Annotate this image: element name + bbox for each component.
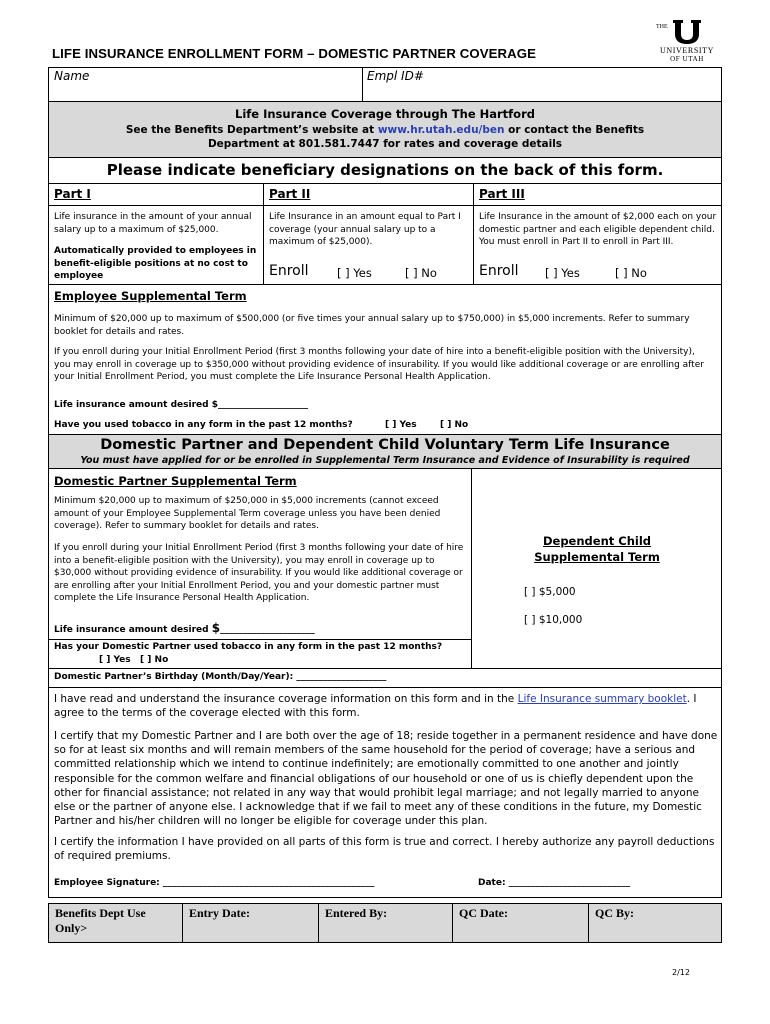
dp-tobacco-question: Has your Domestic Partner used tobacco in any form in the past 12 months? <box>54 642 443 652</box>
emp-tobacco-question: Have you used tobacco in any form in the past 12 months? <box>54 420 353 430</box>
summary-booklet-link[interactable]: Life Insurance summary booklet <box>517 693 687 705</box>
dp-amount-dollar: $ <box>211 621 221 635</box>
part3-enroll: Enroll <box>479 263 519 279</box>
child-option-5000[interactable]: [ ] $5,000 <box>524 586 576 598</box>
part2-no[interactable]: [ ] No <box>405 266 437 280</box>
name-label: Name <box>54 69 90 83</box>
cert-p1-post: . I agree to the terms of the coverage elected with this form. <box>54 693 697 719</box>
emp-amount-field[interactable]: Life insurance amount desired $____________________ <box>54 400 308 410</box>
hartford-title: Life Insurance Coverage through The Hartford <box>235 107 535 121</box>
emp-supp-p2: If you enroll during your Initial Enrollment Period (first 3 months following your date of hire into a benefit-eligible position with the University), you may enroll in coverage up to $350,000 without providing evidence of insurability. If you would like additional coverage or are enrolling after your Initial Enrollment Period, you must complete the Life Insurance Personal Health Application. <box>54 347 704 382</box>
dp-section-subtitle: You must have applied for or be enrolled in Supplemental Term Insurance and Evidence of Insurability is required <box>80 455 690 466</box>
child-option-10000[interactable]: [ ] $10,000 <box>524 614 583 626</box>
part2-enroll: Enroll <box>269 263 309 279</box>
emp-tobacco-no[interactable]: [ ] No <box>440 420 469 430</box>
child-supp-title-2: Supplemental Term <box>534 550 660 564</box>
qc-by-cell: QC By: <box>595 906 634 920</box>
form-title: LIFE INSURANCE ENROLLMENT FORM – DOMESTIC PARTNER COVERAGE <box>52 46 536 61</box>
signature-date-field[interactable]: Date: ___________________________ <box>478 878 631 888</box>
emp-supp-title: Employee Supplemental Term <box>54 289 247 303</box>
empl-id-label: Empl ID# <box>367 69 424 83</box>
child-supp-title-1: Dependent Child <box>542 534 652 548</box>
part1-title: Part I <box>54 187 91 201</box>
part3-yes[interactable]: [ ] Yes <box>545 266 580 280</box>
dp-supp-title: Domestic Partner Supplemental Term <box>54 474 297 488</box>
benefits-website-link[interactable]: www.hr.utah.edu/ben <box>377 124 505 136</box>
page-number: 2/12 <box>672 968 690 977</box>
dp-birthday-field[interactable]: Domestic Partner’s Birthday (Month/Day/Year): ____________________ <box>54 672 387 682</box>
benefits-use-cell: Benefits Dept Use Only> <box>49 904 183 942</box>
emp-supp-p1: Minimum of $20,000 up to maximum of $500,000 (or five times your annual salary up to $750,000) in $5,000 increments. Refer to summary booklet for details and rates. <box>54 314 690 337</box>
qc-date-cell: QC Date: <box>453 904 589 942</box>
part3-no[interactable]: [ ] No <box>615 266 647 280</box>
hartford-line3: Department at 801.581.7447 for rates and coverage details <box>207 138 563 150</box>
logo-university: UNIVERSITY <box>660 46 714 55</box>
dp-tobacco-yesno[interactable]: [ ] Yes [ ] No <box>99 655 169 665</box>
hartford-line2-pre: See the Benefits Department’s website at <box>125 124 375 136</box>
part3-title: Part III <box>479 187 525 201</box>
cert-p2: I certify that my Domestic Partner and I are both over the age of 18; reside together in a permanent residence and have done so for at least six months and will remain members of the same household for the period of coverage; have a serious and committed relationship which we intend to continue indefinitely; are emotionally committed to one another and jointly responsible for the common welfare and financial obligations of our household or one of us is chiefly dependent upon the other for financial assistance; not related in any way that would prohibit legal marriage; and not legally married to anyone else or the partner of anyone else. I acknowledge that if we fail to meet any of these conditions in the future, my Domestic Partner and his/her children will no longer be eligible for coverage under this plan. <box>54 730 718 828</box>
cert-p1 <box>54 692 718 720</box>
emp-tobacco-yes[interactable]: [ ] Yes <box>385 420 417 430</box>
hartford-line2-post: or contact the Benefits <box>508 124 645 136</box>
dp-supp-p2: If you enroll during your Initial Enrollment Period (first 3 months following your date of hire into a benefit-eligible position with the University), you may enroll in coverage up to $30,000 without providing evidence of insurability. If you would like additional coverage or are enrolling after your Initial Enrollment Period, you and your domestic partner must complete the Life Insurance Personal Health Application. <box>54 543 464 603</box>
cert-p1-pre: I have read and understand the insurance coverage information on this form and in the <box>54 693 515 705</box>
logo-of-utah: OF UTAH <box>670 55 704 63</box>
employee-signature-field[interactable]: Employee Signature: _______________________________________________ <box>54 878 375 888</box>
benefits-use-table <box>48 903 722 943</box>
beneficiary-notice: Please indicate beneficiary designations on the back of this form. <box>106 161 664 179</box>
part1-auto: Automatically provided to employees in benefit-eligible positions at no cost to employee <box>54 246 257 281</box>
entered-by-cell: Entered By: <box>319 904 453 942</box>
part1-text: Life insurance in the amount of your annual salary up to a maximum of $25,000. <box>54 212 252 235</box>
hartford-line2 <box>48 123 722 137</box>
part3-text: Life Insurance in the amount of $2,000 each on your domestic partner and each eligible dependent child. You must enroll in Part II to enroll in Part III. <box>479 212 717 247</box>
part2-title: Part II <box>269 187 311 201</box>
logo-the: THE <box>656 24 668 30</box>
dp-amount-field[interactable] <box>54 622 315 637</box>
u-logo-icon <box>670 20 704 44</box>
dp-supp-p1: Minimum $20,000 up to maximum of $250,000 in $5,000 increments (cannot exceed amount of your Employee Supplemental Term coverage unless you have been denied coverage). Refer to summary booklet for details and rates. <box>54 496 441 531</box>
cert-p3: I certify the information I have provided on all parts of this form is true and correct. I hereby authorize any payroll deductions of required premiums. <box>54 836 715 862</box>
dp-section-title: Domestic Partner and Dependent Child Voluntary Term Life Insurance <box>100 437 670 453</box>
part2-yes[interactable]: [ ] Yes <box>337 266 372 280</box>
child-supp-title <box>472 533 722 565</box>
entry-date-cell: Entry Date: <box>183 904 319 942</box>
part2-text: Life Insurance in an amount equal to Part I coverage (your annual salary up to a maximum of $25,000). <box>269 212 461 247</box>
dp-amount-label: Life insurance amount desired <box>54 625 209 635</box>
dp-amount-line: _____________________ <box>220 625 315 635</box>
